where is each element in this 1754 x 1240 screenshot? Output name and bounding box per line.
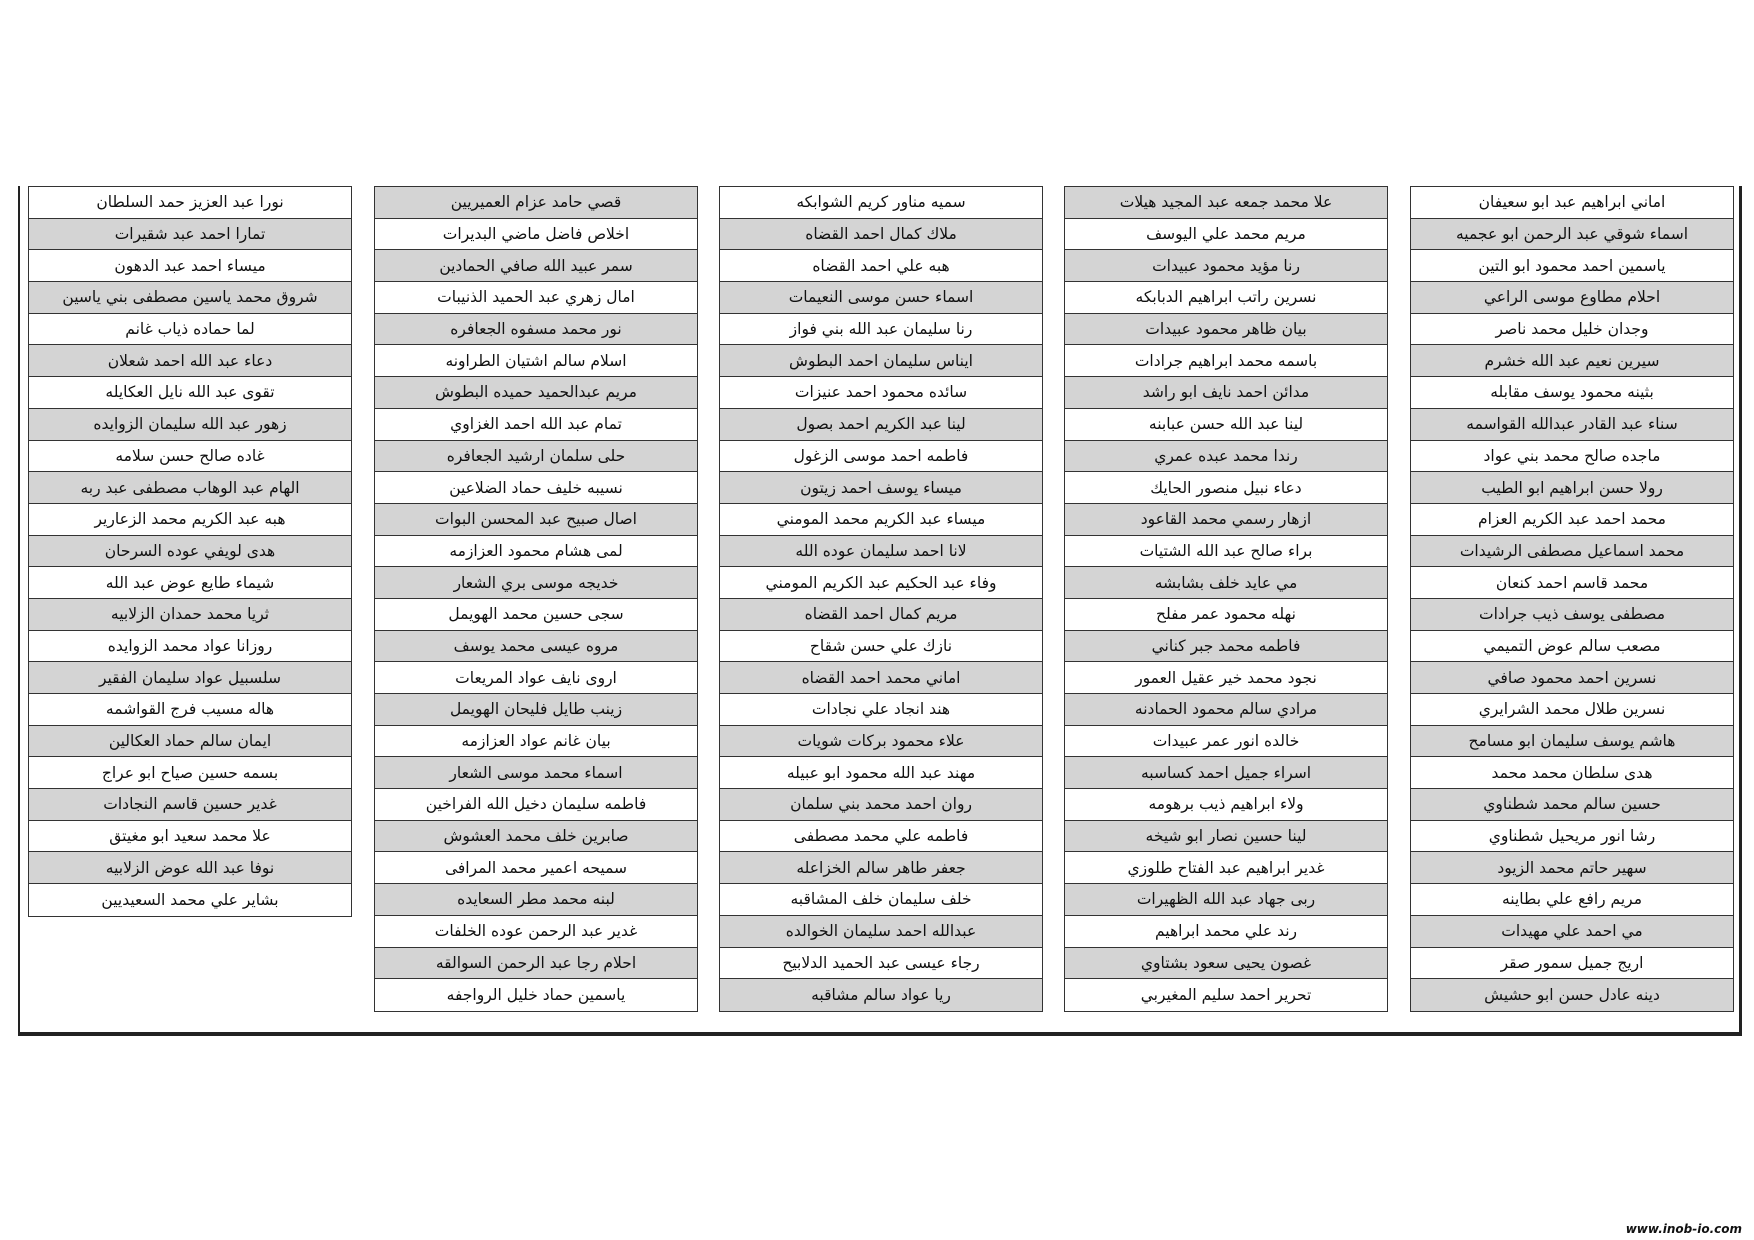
name-cell: دعاء عبد الله احمد شعلان xyxy=(29,345,351,377)
name-cell: علا محمد سعيد ابو مغيتق xyxy=(29,821,351,853)
name-cell: تمارا احمد عبد شقيرات xyxy=(29,219,351,251)
name-cell: ملاك كمال احمد القضاه xyxy=(720,219,1042,251)
name-cell: ثريا محمد حمدان الزلابيه xyxy=(29,599,351,631)
name-cell: اخلاص فاضل ماضي البديرات xyxy=(375,219,697,251)
name-cell: مرادي سالم محمود الحمادنه xyxy=(1065,694,1387,726)
name-cell: هبه علي احمد القضاه xyxy=(720,250,1042,282)
name-cell: مي احمد علي مهيدات xyxy=(1411,916,1733,948)
name-cell: اماني محمد احمد القضاه xyxy=(720,662,1042,694)
name-cell: مريم رافع علي بطاينه xyxy=(1411,884,1733,916)
name-cell: بشاير علي محمد السعيديين xyxy=(101,890,279,909)
name-cell: غدير ابراهيم عبد الفتاح طلوزي xyxy=(1065,852,1387,884)
name-cell: مهند عبد الله محمود ابو عبيله xyxy=(720,757,1042,789)
name-cell: لانا احمد سليمان عوده الله xyxy=(720,536,1042,568)
name-cell: لينا حسين نصار ابو شيخه xyxy=(1065,821,1387,853)
name-cell: سهير حاتم محمد الزيود xyxy=(1411,852,1733,884)
name-cell: امال زهري عبد الحميد الذنيبات xyxy=(375,282,697,314)
name-cell: مدائن احمد نايف ابو راشد xyxy=(1065,377,1387,409)
name-cell: سميه مناور كريم الشوابكه xyxy=(720,187,1042,219)
name-cell: علا محمد جمعه عبد المجيد هيلات xyxy=(1065,187,1387,219)
name-cell: لبنه محمد مطر السعايده xyxy=(375,884,697,916)
name-cell: نسرين طلال محمد الشرايري xyxy=(1411,694,1733,726)
name-cell: محمد اسماعيل مصطفى الرشيدات xyxy=(1411,536,1733,568)
names-column-5 xyxy=(28,186,352,917)
name-cell: فاطمه محمد جبر كناني xyxy=(1065,631,1387,663)
name-cell: جعفر طاهر سالم الخزاعله xyxy=(720,852,1042,884)
name-cell: غدير عبد الرحمن عوده الخلفات xyxy=(375,916,697,948)
name-cell: رجاء عيسى عبد الحميد الدلابيح xyxy=(720,948,1042,980)
name-cell: سيرين نعيم عبد الله خشرم xyxy=(1411,345,1733,377)
name-cell: الهام عبد الوهاب مصطفى عبد ربه xyxy=(29,472,351,504)
name-cell: روزانا عواد محمد الزوايده xyxy=(29,631,351,663)
name-cell: سناء عبد القادر عبدالله القواسمه xyxy=(1411,409,1733,441)
name-cell: تقوى عبد الله نايل العكايله xyxy=(29,377,351,409)
watermark: www.inob-io.com xyxy=(1625,1222,1742,1236)
name-cell: احلام رجا عبد الرحمن السوالقه xyxy=(375,948,697,980)
name-cell: بيان ظاهر محمود عبيدات xyxy=(1065,314,1387,346)
name-cell: وفاء عبد الحكيم عبد الكريم المومني xyxy=(720,567,1042,599)
name-cell: فاطمه سليمان دخيل الله الفراخين xyxy=(375,789,697,821)
names-column-4 xyxy=(374,186,698,1012)
name-cell: ريا عواد سالم مشاقبه xyxy=(720,979,1042,1011)
name-cell: وجدان خليل محمد ناصر xyxy=(1411,314,1733,346)
name-cell: نور محمد مسفوه الجعافره xyxy=(375,314,697,346)
name-cell: هدى سلطان محمد محمد xyxy=(1411,757,1733,789)
names-column-1 xyxy=(1410,186,1734,1012)
name-cell: ماجده صالح محمد بني عواد xyxy=(1411,441,1733,473)
name-cell: ميساء عبد الكريم محمد المومني xyxy=(720,504,1042,536)
name-cell: رولا حسن ابراهيم ابو الطيب xyxy=(1411,472,1733,504)
name-cell: رشا انور مريحيل شطناوي xyxy=(1411,821,1733,853)
name-cell: غدير حسين قاسم النجادات xyxy=(29,789,351,821)
name-cell: بيان غانم عواد العزازمه xyxy=(375,726,697,758)
name-cell: مصطفى يوسف ذيب جرادات xyxy=(1411,599,1733,631)
name-cell: محمد احمد عبد الكريم العزام xyxy=(1411,504,1733,536)
name-cell: لينا عبد الكريم احمد بصول xyxy=(720,409,1042,441)
name-cell: اصال صبيح عبد المحسن البوات xyxy=(375,504,697,536)
name-cell: روان احمد محمد بني سلمان xyxy=(720,789,1042,821)
name-cell: نسيبه خليف حماد الضلاعين xyxy=(375,472,697,504)
name-cell: اسراء جميل احمد كساسبه xyxy=(1065,757,1387,789)
name-cell: اماني ابراهيم عبد ابو سعيفان xyxy=(1411,187,1733,219)
name-cell: هاله مسيب فرج القواشمه xyxy=(29,694,351,726)
name-cell: رنا سليمان عبد الله بني فواز xyxy=(720,314,1042,346)
name-cell: براء صالح عبد الله الشتيات xyxy=(1065,536,1387,568)
name-cell: دينه عادل حسن ابو حشيش xyxy=(1411,979,1733,1011)
name-cell: اسماء محمد موسى الشعار xyxy=(375,757,697,789)
name-cell: اريج جميل سمور صقر xyxy=(1411,948,1733,980)
name-cell: فاطمه علي محمد مصطفى xyxy=(720,821,1042,853)
name-cell: نورا عبد العزيز حمد السلطان xyxy=(29,187,351,219)
name-cell: عبدالله احمد سليمان الخوالده xyxy=(720,916,1042,948)
name-cell: مريم كمال احمد القضاه xyxy=(720,599,1042,631)
name-cell: بسمه حسين صياح ابو عراج xyxy=(29,757,351,789)
name-cell: مروه عيسى محمد يوسف xyxy=(375,631,697,663)
name-cell: نهله محمود عمر مفلح xyxy=(1065,599,1387,631)
name-cell: نوفا عبد الله عوض الزلابيه xyxy=(29,852,351,884)
name-cell: هاشم يوسف سليمان ابو مسامح xyxy=(1411,726,1733,758)
name-cell: سلسبيل عواد سليمان الفقير xyxy=(29,662,351,694)
name-cell: ايناس سليمان احمد البطوش xyxy=(720,345,1042,377)
name-cell: خالده انور عمر عبيدات xyxy=(1065,726,1387,758)
name-cell: شيماء طايع عوض عبد الله xyxy=(29,567,351,599)
name-cell: تمام عبد الله احمد الغزاوي xyxy=(375,409,697,441)
name-cell: زينب طايل فليحان الهويمل xyxy=(375,694,697,726)
name-cell: غصون يحيى سعود بشتاوي xyxy=(1065,948,1387,980)
name-cell: فاطمه احمد موسى الزغول xyxy=(720,441,1042,473)
name-cell: احلام مطاوع موسى الراعي xyxy=(1411,282,1733,314)
name-cell: اسلام سالم اشتيان الطراونه xyxy=(375,345,697,377)
name-cell: اسماء حسن موسى النعيمات xyxy=(720,282,1042,314)
name-cell: غاده صالح حسن سلامه xyxy=(29,441,351,473)
name-cell: مصعب سالم عوض التميمي xyxy=(1411,631,1733,663)
name-cell: رنا مؤيد محمود عبيدات xyxy=(1065,250,1387,282)
name-cell: لينا عبد الله حسن عبابنه xyxy=(1065,409,1387,441)
name-cell: اروى نايف عواد المريعات xyxy=(375,662,697,694)
names-column-3 xyxy=(719,186,1043,1012)
name-cell: سمر عبيد الله صافي الحمادين xyxy=(375,250,697,282)
name-cell: باسمه محمد ابراهيم جرادات xyxy=(1065,345,1387,377)
name-cell: شروق محمد ياسين مصطفى بني ياسين xyxy=(29,282,351,314)
name-cell: قصي حامد عزام العميريين xyxy=(375,187,697,219)
name-cell: ياسمين احمد محمود ابو التين xyxy=(1411,250,1733,282)
name-cell: نسرين راتب ابراهيم الدبابكه xyxy=(1065,282,1387,314)
name-cell: محمد قاسم احمد كنعان xyxy=(1411,567,1733,599)
name-cell: ميساء يوسف احمد زيتون xyxy=(720,472,1042,504)
name-cell: سميحه اعمير محمد المرافى xyxy=(375,852,697,884)
name-cell: ياسمين حماد خليل الرواجفه xyxy=(446,986,626,1005)
name-cell: حسين سالم محمد شطناوي xyxy=(1411,789,1733,821)
name-cell: دعاء نبيل منصور الحايك xyxy=(1065,472,1387,504)
name-cell: ميساء احمد عبد الدهون xyxy=(29,250,351,282)
name-cell: حلى سلمان ارشيد الجعافره xyxy=(375,441,697,473)
name-cell: مي عايد خلف بشابشه xyxy=(1065,567,1387,599)
name-cell: سجى حسين محمد الهويمل xyxy=(375,599,697,631)
name-cell: لما حماده ذياب غانم xyxy=(29,314,351,346)
name-cell: نجود محمد خير عقيل العمور xyxy=(1065,662,1387,694)
name-cell: تحرير احمد سليم المغيربي xyxy=(1140,986,1312,1005)
name-cell: ازهار رسمي محمد القاعود xyxy=(1065,504,1387,536)
name-cell: ولاء ابراهيم ذيب برهومه xyxy=(1065,789,1387,821)
name-cell: هدى لويفي عوده السرحان xyxy=(29,536,351,568)
name-cell: هبه عبد الكريم محمد الزعارير xyxy=(29,504,351,536)
name-cell: رند علي محمد ابراهيم xyxy=(1065,916,1387,948)
name-cell: صابرين خلف محمد العشوش xyxy=(375,821,697,853)
name-cell: هند انجاد علي نجادات xyxy=(720,694,1042,726)
name-cell: مريم عبدالحميد حميده البطوش xyxy=(375,377,697,409)
name-cell: مريم محمد علي اليوسف xyxy=(1065,219,1387,251)
name-cell: علاء محمود بركات شويات xyxy=(720,726,1042,758)
name-cell: نازك علي حسن شقاح xyxy=(720,631,1042,663)
name-cell: سائده محمود احمد عنيزات xyxy=(720,377,1042,409)
name-cell: ربى جهاد عبد الله الظهيرات xyxy=(1065,884,1387,916)
name-cell: ايمان سالم حماد العكالين xyxy=(29,726,351,758)
name-cell: خلف سليمان خلف المشاقبه xyxy=(720,884,1042,916)
name-cell: بثينه محمود يوسف مقابله xyxy=(1411,377,1733,409)
name-cell: اسماء شوقي عبد الرحمن ابو عجميه xyxy=(1411,219,1733,251)
names-column-2 xyxy=(1064,186,1388,1012)
name-cell: رندا محمد عبده عمري xyxy=(1065,441,1387,473)
name-cell: خديجه موسى بري الشعار xyxy=(375,567,697,599)
name-cell: زهور عبد الله سليمان الزوايده xyxy=(29,409,351,441)
name-cell: لمى هشام محمود العزازمه xyxy=(375,536,697,568)
name-cell: نسرين احمد محمود صافي xyxy=(1411,662,1733,694)
